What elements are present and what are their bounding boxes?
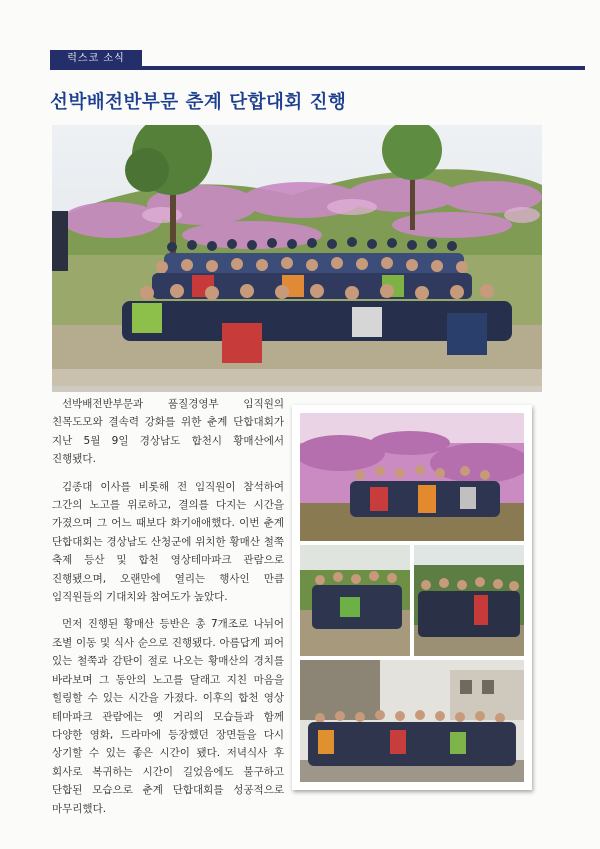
- article-paragraph: 김종대 이사를 비롯해 전 임직원이 참석하여 그간의 노고를 위로하고, 결의를 다지는 시간을 가졌으며 그 어느 때보다 화기애애했다. 이번 춘계 단합대회는 경상남도 산청군에 위치한 황매산 철쭉 축제 등산 및 합천 영상테마파크 관람으로 진행됐으며, 오랜만에 열리는 행사인 만큼 임직원들의 기대치와 참여도가 높았다.: [52, 480, 284, 604]
- collage-photo-trail: [300, 545, 410, 656]
- article-paragraph: 먼저 진행된 황매산 등반은 총 7개조로 나뉘어 조별 이동 및 식사 순으로 진행됐다. 아름답게 피어 있는 철쭉과 감탄이 절로 나오는 황매산의 경치를 바라보며 그 동안의 노고를 달래고 지친 마음을 힐링할 수 있는 시간을 가졌다. 이후의 합천 영상 테마파크 관람에는 옛 거리의 모습들과 함께 다양한 영화, 드라마에 등장했던 장면들을 다시 상기할 수 있는 좋은 시간이 됐다. 저녁식사 후 회사로 복귀하는 시간이 길었음에도 불구하고 단합된 모습으로 춘계 단합대회를 성공적으로 마무리했다.: [52, 618, 284, 815]
- collage-photo-street: [300, 660, 524, 782]
- hero-photo-ledge: [52, 386, 542, 392]
- article-body: [52, 395, 284, 827]
- section-tag: 럭스코 소식: [50, 50, 142, 68]
- collage-photo-forest: [414, 545, 524, 656]
- photo-collage: [292, 405, 532, 790]
- hero-group-photo: [52, 125, 542, 391]
- collage-photo-azalea: [300, 413, 524, 541]
- article-title: 선박배전반부문 춘계 단합대회 진행: [50, 92, 347, 113]
- article-paragraph: 선박배전반부문과 품질경영부 임직원의 친목도모와 결속력 강화를 위한 춘계 단합대회가 지난 5월 9일 경상남도 합천시 황매산에서 진행됐다.: [52, 398, 284, 466]
- header-rule: [50, 66, 585, 70]
